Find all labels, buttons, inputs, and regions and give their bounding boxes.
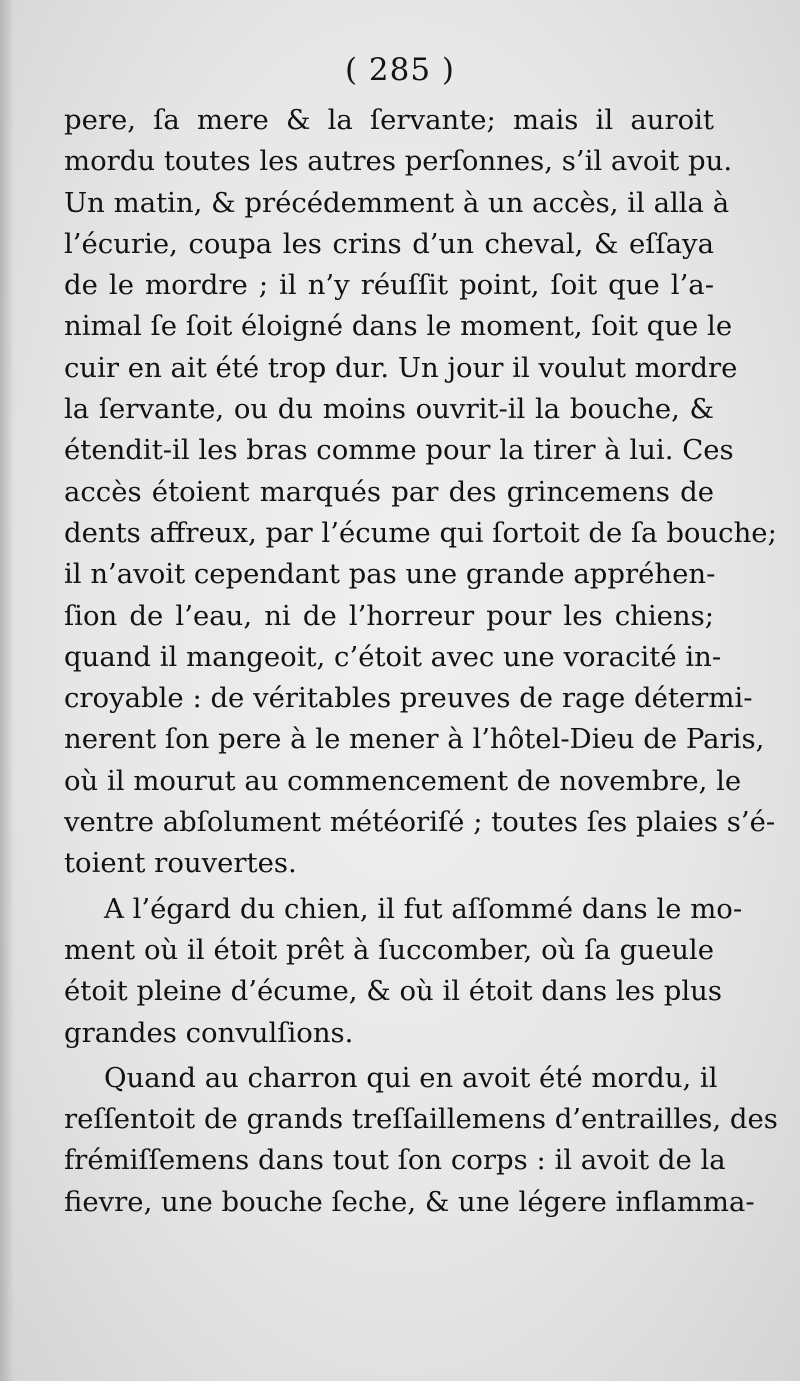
text-line: nerent ſon pere à le mener à l’hôtel-Dieu de Paris, [64, 723, 765, 756]
text-line: A l’égard du chien, il fut aſſommé dans le mo- [104, 892, 743, 925]
text-line: de le mordre ; il n’y réuſſit point, ſoit que l’a- [64, 269, 714, 302]
text-line: pere, ſa mere & la ſervante; mais il auroit [64, 104, 714, 136]
text-line: Un matin, & précédemment à un accès, il alla à [64, 186, 730, 219]
text-line: nimal ſe ſoit éloigné dans le moment, ſoit que le [64, 310, 733, 343]
body-text [64, 100, 778, 1223]
text-line: frémiſſemens dans tout ſon corps : il avoit de la [64, 1144, 726, 1177]
text-line: toient rouvertes. [64, 847, 297, 880]
text-line: quand il mangeoit, c’étoit avec une voracité in- [64, 640, 722, 673]
text-line: la ſervante, ou du moins ouvrit-il la bouche, & [64, 393, 714, 426]
text-line: accès étoient marqués par des grincemens de [64, 475, 714, 508]
text-line: grandes convulſions. [64, 1016, 354, 1049]
paragraph [64, 889, 743, 1054]
text-line: mordu toutes les autres perſonnes, s’il avoit pu. [64, 145, 733, 178]
paragraph [64, 1058, 778, 1223]
text-line: l’écurie, coupa les crins d’un cheval, & eſſaya [64, 227, 714, 260]
text-line: fievre, une bouche ſeche, & une légere inflamma- [64, 1185, 755, 1218]
text-line: étendit-il les bras comme pour la tirer à lui. Ces [64, 434, 734, 467]
text-line: étoit pleine d’écume, & où il étoit dans les plus [64, 975, 722, 1008]
paragraph [64, 100, 777, 885]
page-number: ( 285 ) [344, 52, 456, 88]
text-line: croyable : de véritables preuves de rage détermi- [64, 682, 753, 715]
text-line: dents affreux, par l’écume qui ſortoit de ſa bouche; [64, 516, 777, 549]
text-line: ſion de l’eau, ni de l’horreur pour les chiens; [64, 599, 714, 632]
text-line: où il mourut au commencement de novembre, le [64, 764, 742, 797]
text-line: cuir en ait été trop dur. Un jour il voulut mordre [64, 351, 738, 384]
text-line: ment où il étoit prêt à ſuccomber, où ſa gueule [64, 933, 714, 966]
text-line: il n’avoit cependant pas une grande appréhen- [64, 558, 716, 591]
binding-edge-shadow [0, 0, 14, 1381]
text-line: ventre abſolument météoriſé ; toutes ſes plaies s’é- [64, 806, 776, 839]
text-line: reſſentoit de grands treſſaillemens d’entrailles, des [64, 1103, 778, 1136]
text-line: Quand au charron qui en avoit été mordu, il [104, 1061, 718, 1094]
